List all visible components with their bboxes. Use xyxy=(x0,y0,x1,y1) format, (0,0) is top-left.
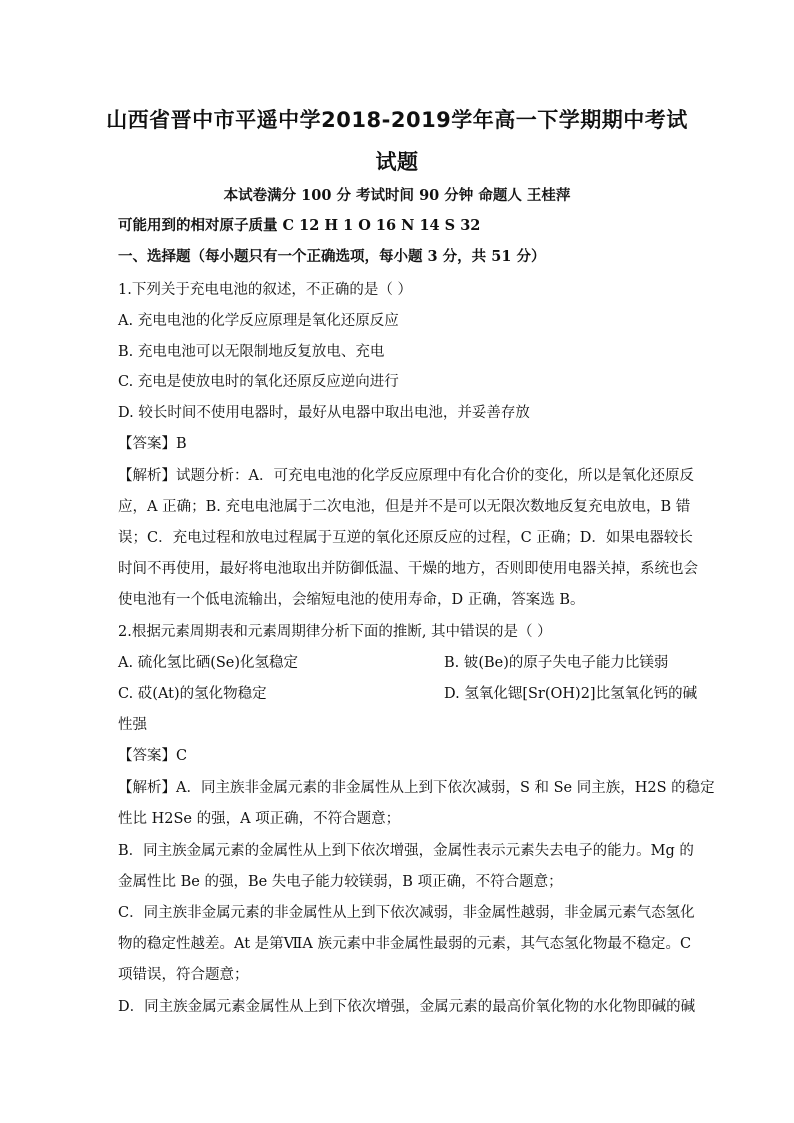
question-1-analysis-line: 误；C．充电过程和放电过程属于互逆的氧化还原反应的过程，C 正确；D．如果电器较长 xyxy=(118,530,693,546)
question-2-option-d-continued: 性强 xyxy=(118,717,147,733)
question-1-analysis-line: 使电池有一个低电流输出，会缩短电池的使用寿命，D 正确，答案选 B。 xyxy=(118,592,585,608)
question-2-analysis-line: 【解析】A．同主族非金属元素的非金属性从上到下依次减弱，S 和 Se 同主族，H2S 的稳定 xyxy=(118,780,715,796)
question-2-option-b: B. 铍(Be)的原子失电子能力比镁弱 xyxy=(444,655,669,671)
question-1-stem: 1.下列关于充电电池的叙述，不正确的是（ ） xyxy=(118,282,412,298)
page-title-line-2: 试题 xyxy=(375,150,419,174)
question-2-analysis-line: B．同主族金属元素的金属性从上到下依次增强，金属性表示元素失去电子的能力。Mg 的 xyxy=(118,843,694,859)
question-2-stem: 2.根据元素周期表和元素周期律分析下面的推断, 其中错误的是（ ） xyxy=(118,624,552,640)
question-1-analysis-line: 应，A 正确；B. 充电电池属于二次电池，但是并不是可以无限次数地反复充电放电，B 错 xyxy=(118,499,691,515)
question-2-analysis-line: C．同主族非金属元素的非金属性从上到下依次减弱，非金属性越弱，非金属元素气态氢化 xyxy=(118,905,695,921)
question-1-option-b: B. 充电电池可以无限制地反复放电、充电 xyxy=(118,344,385,360)
question-2-analysis-line: 项错误，符合题意； xyxy=(118,967,249,983)
question-1-analysis-line: 【解析】试题分析：A．可充电电池的化学反应原理中有化合价的变化，所以是氧化还原反 xyxy=(118,468,694,484)
question-1-analysis-line: 时间不再使用，最好将电池取出并防御低温、干燥的地方，否则即使用电器关掉，系统也会 xyxy=(118,561,698,577)
atomic-mass-line: 可能用到的相对原子质量 C 12 H 1 O 16 N 14 S 32 xyxy=(118,217,481,234)
question-2-answer: 【答案】C xyxy=(118,748,188,764)
question-2-analysis-line: 金属性比 Be 的强，Be 失电子能力较镁弱，B 项正确，不符合题意； xyxy=(118,874,563,890)
question-2-option-d: D. 氢氧化锶[Sr(OH)2]比氢氧化钙的碱 xyxy=(444,686,698,702)
question-1-option-a: A. 充电电池的化学反应原理是氧化还原反应 xyxy=(118,313,399,329)
question-1-answer: 【答案】B xyxy=(118,436,187,452)
question-1-option-c: C. 充电是使放电时的氧化还原反应逆向进行 xyxy=(118,374,399,390)
section-heading: 一、选择题（每小题只有一个正确选项，每小题 3 分，共 51 分） xyxy=(118,248,546,265)
page-title-line-1: 山西省晋中市平遥中学2018-2019学年高一下学期期中考试 xyxy=(106,108,688,132)
question-2-option-c: C. 砹(At)的氢化物稳定 xyxy=(118,686,267,702)
question-2-analysis-line: 物的稳定性越差。At 是第ⅦA 族元素中非金属性最弱的元素，其气态氢化物最不稳定。C xyxy=(118,936,692,952)
exam-info: 本试卷满分 100 分 考试时间 90 分钟 命题人 王桂萍 xyxy=(223,187,571,204)
question-2-option-a: A. 硫化氢比硒(Se)化氢稳定 xyxy=(118,655,299,671)
question-2-analysis-line: D．同主族金属元素金属性从上到下依次增强，金属元素的最高价氧化物的水化物即碱的碱 xyxy=(118,999,696,1015)
question-1-option-d: D. 较长时间不使用电器时，最好从电器中取出电池，并妥善存放 xyxy=(118,405,530,421)
question-2-analysis-line: 性比 H2Se 的强，A 项正确，不符合题意； xyxy=(118,811,401,827)
